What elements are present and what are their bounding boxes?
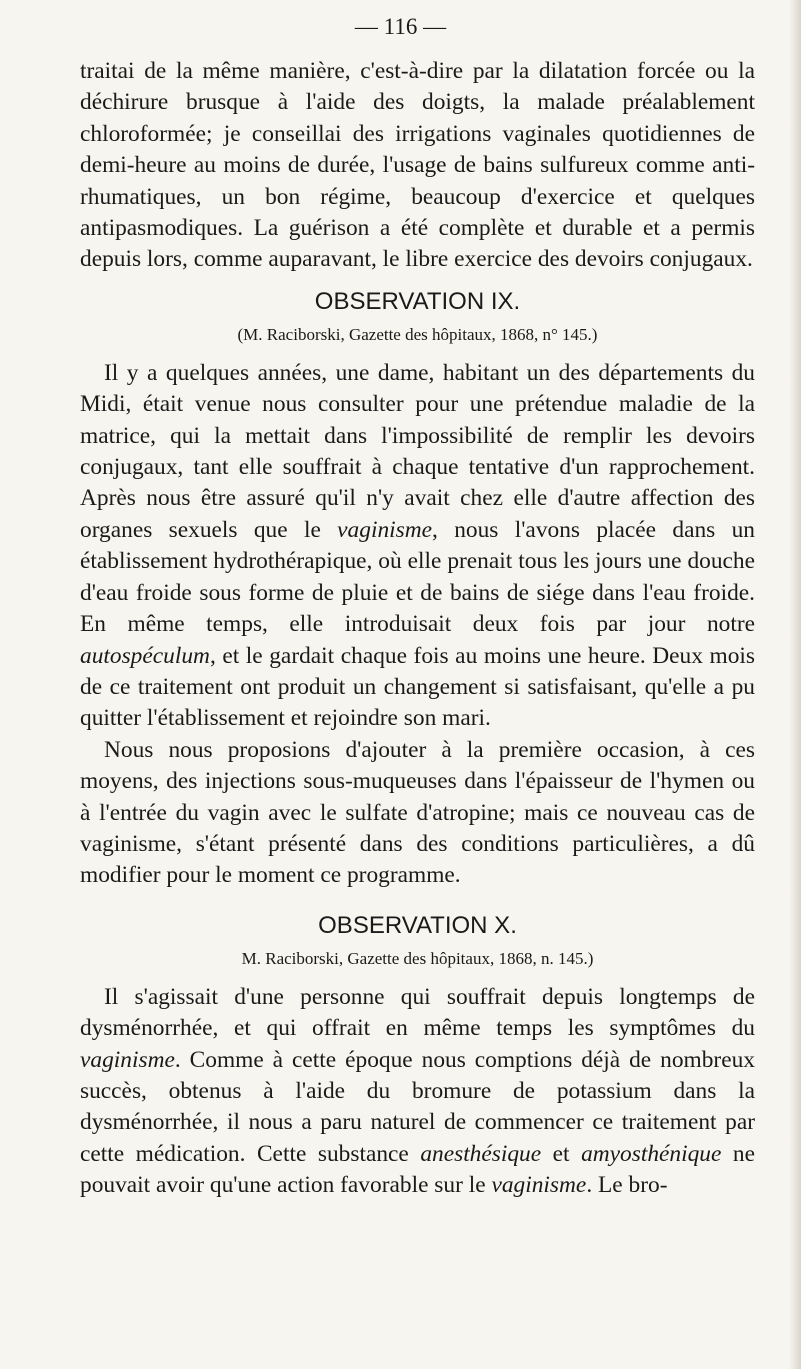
paragraph-continued: traitai de la même manière, c'est-à-dire par la dilatation forcée ou la déchirure brusque à l'aide des doigts, la malade préalablement chloroformée; je conseillai des irrigations vaginales quotidiennes de demi-heure au moins de durée, l'usage de bains sulfureux comme anti-rhumatiques, un bon régime, beaucoup d'exercice et quelques antipasmodiques. La guérison a été complète et durable et a permis depuis lors, comme auparavant, le libre exercice des devoirs conjugaux. xyxy=(80,58,755,273)
observation-ix-paragraph-2: Nous nous proposions d'ajouter à la première occasion, à ces moyens, des injections sous-muqueuses dans l'épaisseur de l'hymen ou à l'entrée du vagin avec le sulfate d'atropine; mais ce nouveau cas de vaginisme, s'étant présenté dans des conditions particulières, a dû modifier pour le moment ce programme. xyxy=(80,736,755,889)
page-edge xyxy=(789,0,801,1369)
observation-x-paragraph-1: Il s'agissait d'une personne qui souffrait depuis longtemps de dysménorrhée, et qui offrait en même temps les symptômes du vaginisme. Comme à cette époque nous comptions déjà de nombreux succès, obtenus à l'aide du bromure de potassium dans la dysménorrhée, il nous a paru naturel de commencer ce traitement par cette médication. Cette substance anesthésique et amyosthénique ne pouvait avoir qu'une action favorable sur le vaginisme. Le bro- xyxy=(80,983,755,1199)
observation-x-source: M. Raciborski, Gazette des hôpitaux, 1868, n. 145.) xyxy=(241,948,594,968)
observation-ix-paragraph-1: Il y a quelques années, une dame, habitant un des départements du Midi, était venue nous consulter pour une prétendue maladie de la matrice, qui la mettait dans l'impossibilité de remplir les devoirs conjugaux, tant elle souffrait à chaque tentative d'un rapprochement. Après nous être assuré qu'il n'y avait chez elle d'autre affection des organes sexuels que le vaginisme, nous l'avons placée dans un établissement hydrothérapique, où elle prenait tous les jours une douche d'eau froide sous forme de pluie et de bains de siége dans l'eau froide. En même temps, elle introduisait deux fois par jour notre autospéculum, et le gardait chaque fois au moins une heure. Deux mois de ce traitement ont produit un changement si satisfaisant, qu'elle a pu quitter l'établissement et rejoindre son mari. xyxy=(80,359,755,732)
page-number: — 116 — xyxy=(354,14,447,39)
observation-x-title: OBSERVATION X. xyxy=(318,911,517,939)
observation-ix-title: OBSERVATION IX. xyxy=(314,287,521,315)
observation-ix-source: (M. Raciborski, Gazette des hôpitaux, 1868, n° 145.) xyxy=(237,324,598,344)
page-body xyxy=(80,56,755,1202)
